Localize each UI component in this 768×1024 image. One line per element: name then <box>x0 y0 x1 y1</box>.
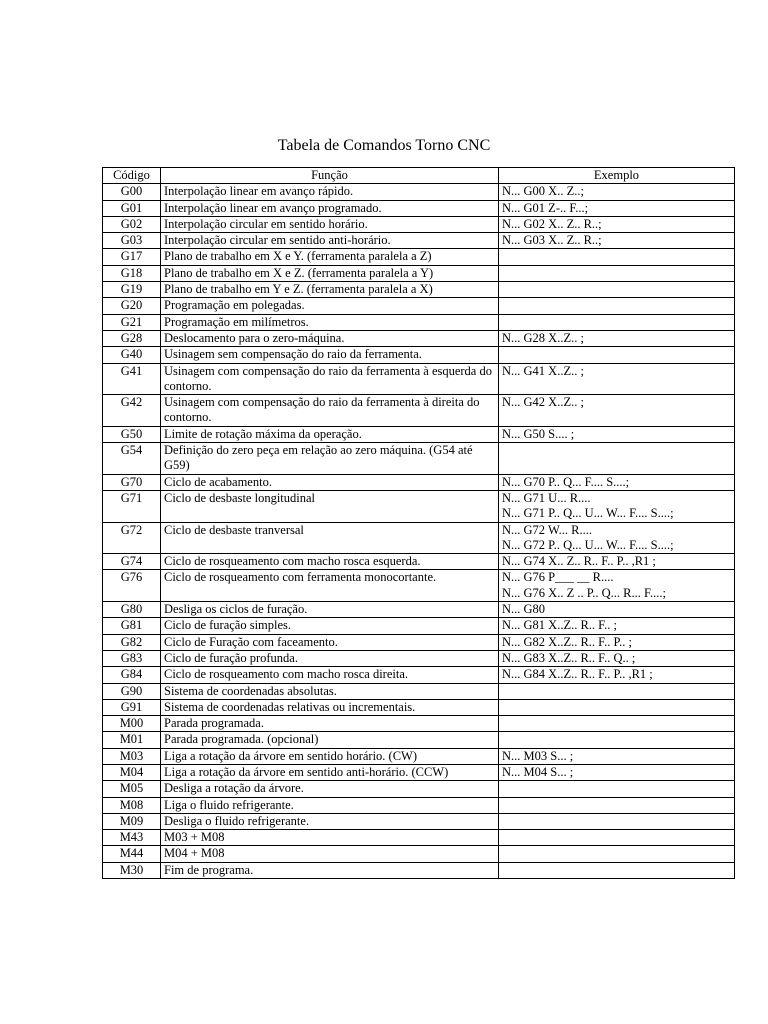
table-row <box>103 618 735 634</box>
cell-code: G54 <box>103 443 161 475</box>
cell-example <box>499 265 735 281</box>
cell-example <box>499 347 735 363</box>
cell-code: G80 <box>103 602 161 618</box>
cell-code: M04 <box>103 764 161 780</box>
cell-example <box>499 522 735 554</box>
cell-function: Desliga os ciclos de furação. <box>161 602 499 618</box>
table-row <box>103 634 735 650</box>
cell-example <box>499 363 735 395</box>
cell-function: Ciclo de Furação com faceamento. <box>161 634 499 650</box>
example-line: N... M04 S... ; <box>502 764 574 779</box>
cell-code: M44 <box>103 846 161 862</box>
table-row <box>103 363 735 395</box>
table-row <box>103 474 735 490</box>
cell-code: M30 <box>103 862 161 878</box>
cell-example <box>499 846 735 862</box>
header-example: Exemplo <box>499 168 735 184</box>
example-line: N... G50 S.... ; <box>502 426 575 441</box>
cell-example <box>499 683 735 699</box>
cell-example <box>499 732 735 748</box>
cell-code: G83 <box>103 650 161 666</box>
cell-code: M43 <box>103 830 161 846</box>
table-row <box>103 200 735 216</box>
cell-function: Plano de trabalho em X e Z. (ferramenta paralela a Y) <box>161 265 499 281</box>
cell-function: Ciclo de rosqueamento com macho rosca direita. <box>161 667 499 683</box>
cell-example <box>499 443 735 475</box>
table-row <box>103 683 735 699</box>
table-row <box>103 216 735 232</box>
cell-example <box>499 298 735 314</box>
cell-example <box>499 797 735 813</box>
cell-example <box>499 184 735 200</box>
cell-code: G90 <box>103 683 161 699</box>
cell-function: Ciclo de acabamento. <box>161 474 499 490</box>
cell-function: Liga a rotação da árvore em sentido horário. (CW) <box>161 748 499 764</box>
page-title: Tabela de Comandos Torno CNC <box>277 137 491 154</box>
table-row <box>103 282 735 298</box>
cell-example <box>499 314 735 330</box>
cell-code: M03 <box>103 748 161 764</box>
table-row <box>103 314 735 330</box>
cell-code: G71 <box>103 490 161 522</box>
cell-function: Desliga a rotação da árvore. <box>161 781 499 797</box>
example-line: N... G42 X..Z.. ; <box>502 395 584 410</box>
example-line: N... G72 P.. Q... U... W... F.... S....; <box>502 537 674 552</box>
table-row <box>103 764 735 780</box>
cell-example <box>499 282 735 298</box>
cell-example <box>499 330 735 346</box>
example-line: N... G41 X..Z.. ; <box>502 363 584 378</box>
cell-function: Interpolação linear em avanço programado. <box>161 200 499 216</box>
cell-code: G19 <box>103 282 161 298</box>
cell-function: Ciclo de furação simples. <box>161 618 499 634</box>
cell-function: Programação em polegadas. <box>161 298 499 314</box>
cell-example <box>499 830 735 846</box>
cell-code: G01 <box>103 200 161 216</box>
cell-example <box>499 764 735 780</box>
cell-example <box>499 426 735 442</box>
example-line: N... G72 W... R.... <box>502 522 592 537</box>
cell-function: Liga o fluido refrigerante. <box>161 797 499 813</box>
cell-function: Interpolação circular em sentido horário. <box>161 216 499 232</box>
cell-example <box>499 233 735 249</box>
header-code: Código <box>103 168 161 184</box>
example-line: N... G81 X..Z.. R.. F.. ; <box>502 618 617 633</box>
example-line: N... G28 X..Z.. ; <box>502 330 584 345</box>
table-row <box>103 699 735 715</box>
cell-code: G82 <box>103 634 161 650</box>
table-row <box>103 862 735 878</box>
table-row <box>103 184 735 200</box>
cell-example <box>499 602 735 618</box>
cell-function: Limite de rotação máxima da operação. <box>161 426 499 442</box>
table-row <box>103 490 735 522</box>
cell-example <box>499 862 735 878</box>
table-row <box>103 554 735 570</box>
example-line: N... G76 P___ __ R.... <box>502 570 614 585</box>
example-line: N... G84 X..Z.. R.. F.. P.. ,R1 ; <box>502 667 653 682</box>
cell-example <box>499 249 735 265</box>
cell-code: G00 <box>103 184 161 200</box>
cell-function: Programação em milímetros. <box>161 314 499 330</box>
table-row <box>103 813 735 829</box>
cell-code: G40 <box>103 347 161 363</box>
cell-example <box>499 216 735 232</box>
table-row <box>103 748 735 764</box>
example-line: N... G83 X..Z.. R.. F.. Q.. ; <box>502 650 636 665</box>
example-line: N... G74 X.. Z.. R.. F.. P.. ,R1 ; <box>502 554 656 569</box>
example-line: N... G03 X.. Z.. R..; <box>502 233 602 248</box>
table-row <box>103 265 735 281</box>
cell-example <box>499 781 735 797</box>
cell-function: Ciclo de rosqueamento com macho rosca esquerda. <box>161 554 499 570</box>
cell-code: G91 <box>103 699 161 715</box>
table-row <box>103 650 735 666</box>
cell-example <box>499 570 735 602</box>
example-line: N... G02 X.. Z.. R..; <box>502 216 602 231</box>
cell-example <box>499 634 735 650</box>
cell-code: M05 <box>103 781 161 797</box>
table-row <box>103 830 735 846</box>
cell-function: Ciclo de furação profunda. <box>161 650 499 666</box>
cell-code: M09 <box>103 813 161 829</box>
cell-code: M08 <box>103 797 161 813</box>
example-line: N... G80 <box>502 602 546 617</box>
cell-example <box>499 813 735 829</box>
table-row <box>103 443 735 475</box>
cell-function: Desliga o fluido refrigerante. <box>161 813 499 829</box>
table-body <box>103 184 735 879</box>
table-row <box>103 330 735 346</box>
cell-function: Fim de programa. <box>161 862 499 878</box>
example-line: N... G00 X.. Z..; <box>502 184 584 199</box>
table-row <box>103 298 735 314</box>
cell-function: Plano de trabalho em X e Y. (ferramenta paralela a Z) <box>161 249 499 265</box>
cell-code: G02 <box>103 216 161 232</box>
cell-example <box>499 699 735 715</box>
cell-code: G76 <box>103 570 161 602</box>
example-line: N... G71 P.. Q... U... W... F.... S....; <box>502 506 674 521</box>
cell-code: G50 <box>103 426 161 442</box>
example-line: N... G71 U... R.... <box>502 490 591 505</box>
cell-function: Deslocamento para o zero-máquina. <box>161 330 499 346</box>
cell-function: Liga a rotação da árvore em sentido anti-horário. (CCW) <box>161 764 499 780</box>
cell-code: G21 <box>103 314 161 330</box>
cell-code: G20 <box>103 298 161 314</box>
cell-function: Sistema de coordenadas absolutas. <box>161 683 499 699</box>
example-line: N... G70 P.. Q... F.... S....; <box>502 474 630 489</box>
table-row <box>103 667 735 683</box>
cell-example <box>499 650 735 666</box>
cell-function: Ciclo de rosqueamento com ferramenta monocortante. <box>161 570 499 602</box>
cell-code: G74 <box>103 554 161 570</box>
cell-code: G72 <box>103 522 161 554</box>
table-row <box>103 347 735 363</box>
cell-example <box>499 474 735 490</box>
table-row <box>103 781 735 797</box>
table-row <box>103 249 735 265</box>
cell-function: Plano de trabalho em Y e Z. (ferramenta paralela a X) <box>161 282 499 298</box>
table-row <box>103 570 735 602</box>
table-row <box>103 797 735 813</box>
cell-code: G18 <box>103 265 161 281</box>
table-row <box>103 846 735 862</box>
cell-example <box>499 200 735 216</box>
table-row <box>103 716 735 732</box>
cell-code: G70 <box>103 474 161 490</box>
table-row <box>103 395 735 427</box>
cell-code: G84 <box>103 667 161 683</box>
table-row <box>103 732 735 748</box>
cell-function: Definição do zero peça em relação ao zero máquina. (G54 até G59) <box>161 443 499 475</box>
cell-example <box>499 618 735 634</box>
cell-code: G81 <box>103 618 161 634</box>
cell-code: G17 <box>103 249 161 265</box>
cell-function: Ciclo de desbaste tranversal <box>161 522 499 554</box>
cell-example <box>499 554 735 570</box>
cell-code: M01 <box>103 732 161 748</box>
cell-function: Parada programada. <box>161 716 499 732</box>
cell-example <box>499 490 735 522</box>
cell-example <box>499 716 735 732</box>
cell-code: M00 <box>103 716 161 732</box>
cell-code: G42 <box>103 395 161 427</box>
cell-function: M03 + M08 <box>161 830 499 846</box>
table-row <box>103 522 735 554</box>
cell-example <box>499 395 735 427</box>
table-row <box>103 602 735 618</box>
table-row <box>103 233 735 249</box>
cell-example <box>499 667 735 683</box>
example-line: N... M03 S... ; <box>502 748 574 763</box>
cell-function: Ciclo de desbaste longitudinal <box>161 490 499 522</box>
cell-function: Usinagem com compensação do raio da ferramenta à direita do contorno. <box>161 395 499 427</box>
header-function: Função <box>161 168 499 184</box>
cell-code: G41 <box>103 363 161 395</box>
cell-code: G03 <box>103 233 161 249</box>
example-line: N... G82 X..Z.. R.. F.. P.. ; <box>502 634 632 649</box>
cell-code: G28 <box>103 330 161 346</box>
example-line: N... G76 X.. Z .. P.. Q... R... F....; <box>502 585 666 600</box>
cell-function: Usinagem sem compensação do raio da ferramenta. <box>161 347 499 363</box>
cell-function: Interpolação circular em sentido anti-horário. <box>161 233 499 249</box>
cell-function: Sistema de coordenadas relativas ou incrementais. <box>161 699 499 715</box>
cell-function: M04 + M08 <box>161 846 499 862</box>
table-header-row <box>103 168 735 184</box>
commands-table <box>102 167 735 879</box>
cell-function: Interpolação linear em avanço rápido. <box>161 184 499 200</box>
cell-example <box>499 748 735 764</box>
cell-function: Parada programada. (opcional) <box>161 732 499 748</box>
example-line: N... G01 Z-.. F...; <box>502 200 589 215</box>
cell-function: Usinagem com compensação do raio da ferramenta à esquerda do contorno. <box>161 363 499 395</box>
table-row <box>103 426 735 442</box>
